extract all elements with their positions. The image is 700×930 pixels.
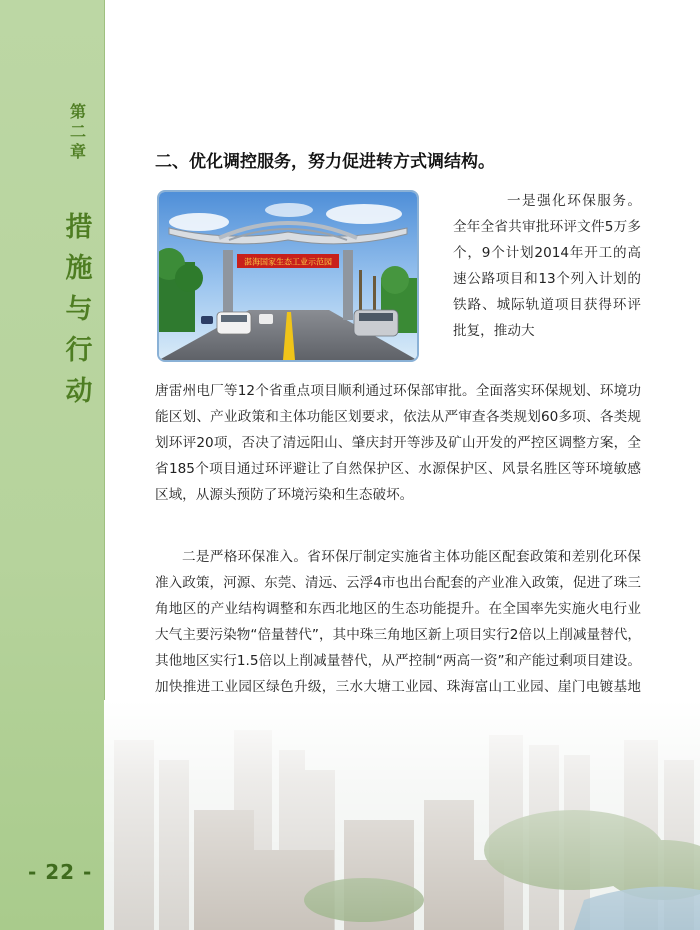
park-gate-photo <box>157 190 419 362</box>
city-skyline-image <box>104 700 700 930</box>
park-gate-image <box>159 192 417 360</box>
paragraph-2: 二是严格环保准入。省环保厅制定实施省主体功能区配套政策和差别化环保准入政策，河源、东莞、清远、云浮4市也出台配套的产业准入政策，促进了珠三角地区的产业结构调整和东西北地区的生态功能提升。在全国率先实施火电行业大气主要污染物“倍量替代”，其中珠三角地区新上项目实行2倍以上削减量替代，其他地区实行1.5倍以上削减量替代，从严控制“两高一资”和产能过剩项目建设。加快推进工业园区绿色升级，三水大塘工业园、珠海富山工业园、崖门电镀基地 <box>155 549 641 695</box>
chapter-title: 措施与行动 <box>65 212 93 407</box>
gate-sign-text: 湛海国家生态工业示范园 <box>244 257 332 267</box>
section-heading: 二、优化调控服务，努力促进转方式调结构。 <box>155 152 495 172</box>
paragraph-1-continued: 唐雷州电厂等12个省重点项目顺利通过环保部审批。全面落实环保规划、环境功能区划、产业政策和主体功能区划要求，依法从严审查各类规划60多项、各类规划环评20项，否决了清远阳山、肇庆封开等涉及矿山开发的严控区调整方案，全省185个项目通过环评避让了自然保护区、水源保护区、风景名胜区等环境敏感区域，从源头预防了环境污染和生态破坏。 <box>155 383 641 503</box>
chapter-number: 第二章 <box>69 102 86 161</box>
page-number: - 22 - <box>28 860 93 884</box>
chapter-sidebar <box>0 0 105 930</box>
paragraph-1-wrapped: 一是强化环保服务。全年全省共审批环评文件5万多个，9个计划2014年开工的高速公路项目和13个列入计划的铁路、城际轨道项目获得环评批复，推动大 <box>453 193 641 339</box>
